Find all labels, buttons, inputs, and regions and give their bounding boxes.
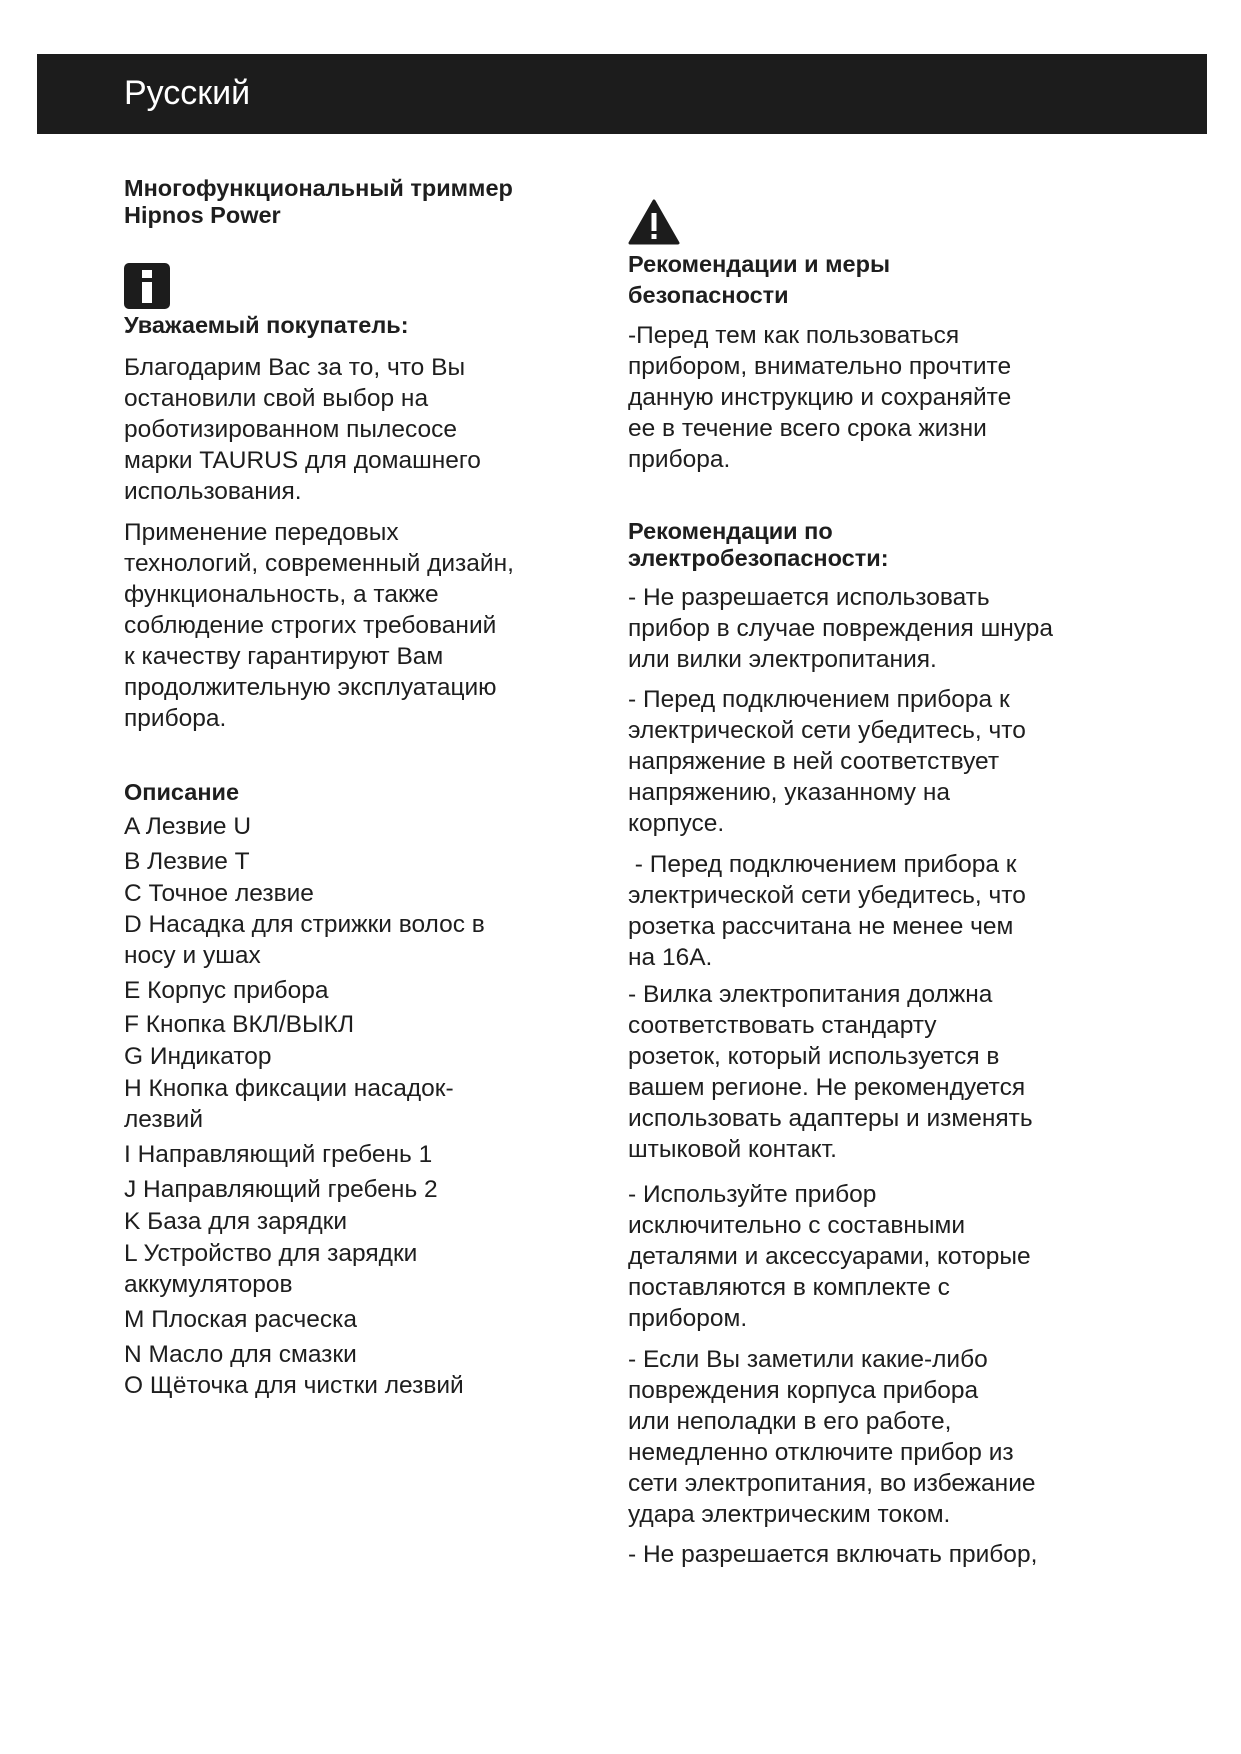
text-line: вашем регионе. Не рекомендуется: [628, 1074, 1026, 1101]
text-line: напряжение в ней соответствует: [628, 748, 1000, 775]
part-item: аккумуляторов: [124, 1271, 293, 1298]
text-line: остановили свой выбор на: [124, 385, 429, 412]
part-item: D Насадка для стрижки волос в: [124, 911, 485, 938]
part-item: M Плоская расческа: [124, 1306, 357, 1333]
text-line: поставляются в комплекте с: [628, 1274, 950, 1301]
text-line: технологий, современный дизайн,: [124, 550, 514, 577]
text-line: марки TAURUS для домашнего: [124, 447, 481, 474]
text-line: - Не разрешается включать прибор,: [628, 1541, 1038, 1568]
intro-paragraph-2: [124, 517, 514, 734]
part-item: N Масло для смазки: [124, 1341, 357, 1368]
text-line: штыковой контакт.: [628, 1136, 837, 1163]
text-line: прибор в случае повреждения шнура: [628, 615, 1054, 642]
product-title: [124, 175, 513, 229]
greeting-heading: Уважаемый покупатель:: [124, 312, 409, 338]
text-line: - Перед подключением прибора к: [628, 851, 1017, 878]
text-line: - Не разрешается использовать: [628, 584, 990, 611]
text-line: прибора.: [124, 705, 227, 732]
text-line: или неполадки в его работе,: [628, 1408, 952, 1435]
safety-paragraph: [628, 684, 1026, 839]
text-line: соответствовать стандарту: [628, 1012, 937, 1039]
safety-heading: [628, 251, 890, 309]
safety-paragraph: [628, 582, 1053, 675]
text-line: сети электропитания, во избежание: [628, 1470, 1036, 1497]
intro-paragraph: [124, 352, 481, 507]
part-item: F Кнопка ВКЛ/ВЫКЛ: [124, 1011, 355, 1038]
safety-paragraph: [628, 1344, 1036, 1530]
text-line: функциональность, а также: [124, 581, 439, 608]
text-line: роботизированном пылесосе: [124, 416, 457, 443]
text-line: использовать адаптеры и изменять: [628, 1105, 1033, 1132]
text-line: электрической сети убедитесь, что: [628, 717, 1026, 744]
product-title-line: Многофункциональный триммер: [124, 175, 513, 201]
part-item: G Индикатор: [124, 1043, 272, 1070]
text-line: розеток, который используется в: [628, 1043, 1000, 1070]
part-item: B Лезвие T: [124, 848, 250, 875]
part-item: лезвий: [124, 1106, 204, 1133]
product-title-line: Hipnos Power: [124, 202, 281, 228]
part-item: J Направляющий гребень 2: [124, 1176, 438, 1203]
part-item: носу и ушах: [124, 942, 261, 969]
text-line: данную инструкцию и сохраняйте: [628, 384, 1012, 411]
text-line: Применение передовых: [124, 519, 399, 546]
safety-paragraph: [628, 979, 1033, 1165]
text-line: розетка рассчитана не менее чем: [628, 913, 1014, 940]
text-line: -Перед тем как пользоваться: [628, 322, 960, 349]
text-line: напряжению, указанному на: [628, 779, 950, 806]
text-line: использования.: [124, 478, 302, 505]
text-line: - Вилка электропитания должна: [628, 981, 993, 1008]
part-item: C Точное лезвие: [124, 880, 314, 907]
part-item: O Щёточка для чистки лезвий: [124, 1372, 464, 1399]
description-heading: Описание: [124, 779, 240, 805]
language-header-bar: [37, 54, 1207, 134]
text-line: прибора.: [628, 446, 731, 473]
part-item: A Лезвие U: [124, 813, 252, 840]
heading-line: безопасности: [628, 282, 789, 308]
text-line: корпусе.: [628, 810, 725, 837]
part-item: I Направляющий гребень 1: [124, 1141, 433, 1168]
text-line: прибором.: [628, 1305, 748, 1332]
part-item: K База для зарядки: [124, 1208, 348, 1235]
text-line: удара электрическим током.: [628, 1501, 951, 1528]
language-label: Русский: [124, 74, 251, 112]
text-line: деталями и аксессуарами, которые: [628, 1243, 1031, 1270]
text-line: или вилки электропитания.: [628, 646, 937, 673]
info-icon: [124, 263, 170, 309]
text-line: - Если Вы заметили какие-либо: [628, 1346, 988, 1373]
heading-line: Рекомендации и меры: [628, 251, 891, 277]
text-line: соблюдение строгих требований: [124, 612, 497, 639]
heading-line: электробезопасности:: [628, 545, 889, 571]
safety-intro: [628, 320, 1011, 475]
text-line: немедленно отключите прибор из: [628, 1439, 1014, 1466]
part-item: E Корпус прибора: [124, 977, 329, 1004]
text-line: ее в течение всего срока жизни: [628, 415, 987, 442]
warning-icon: [628, 198, 680, 246]
text-line: на 16А.: [628, 944, 713, 971]
electro-safety-heading: [628, 518, 889, 572]
safety-paragraph: [628, 1539, 1037, 1570]
text-line: - Перед подключением прибора к: [628, 686, 1010, 713]
text-line: Благодарим Вас за то, что Вы: [124, 354, 466, 381]
text-line: исключительно с составными: [628, 1212, 966, 1239]
text-line: повреждения корпуса прибора: [628, 1377, 979, 1404]
heading-line: Рекомендации по: [628, 518, 833, 544]
safety-paragraph: [628, 1179, 1031, 1334]
text-line: к качеству гарантируют Вам: [124, 643, 444, 670]
text-line: продолжительную эксплуатацию: [124, 674, 497, 701]
part-item: H Кнопка фиксации насадок-: [124, 1075, 454, 1102]
text-line: - Используйте прибор: [628, 1181, 877, 1208]
text-line: прибором, внимательно прочтите: [628, 353, 1012, 380]
safety-paragraph: [628, 849, 1026, 973]
part-item: L Устройство для зарядки: [124, 1240, 418, 1267]
text-line: электрической сети убедитесь, что: [628, 882, 1026, 909]
